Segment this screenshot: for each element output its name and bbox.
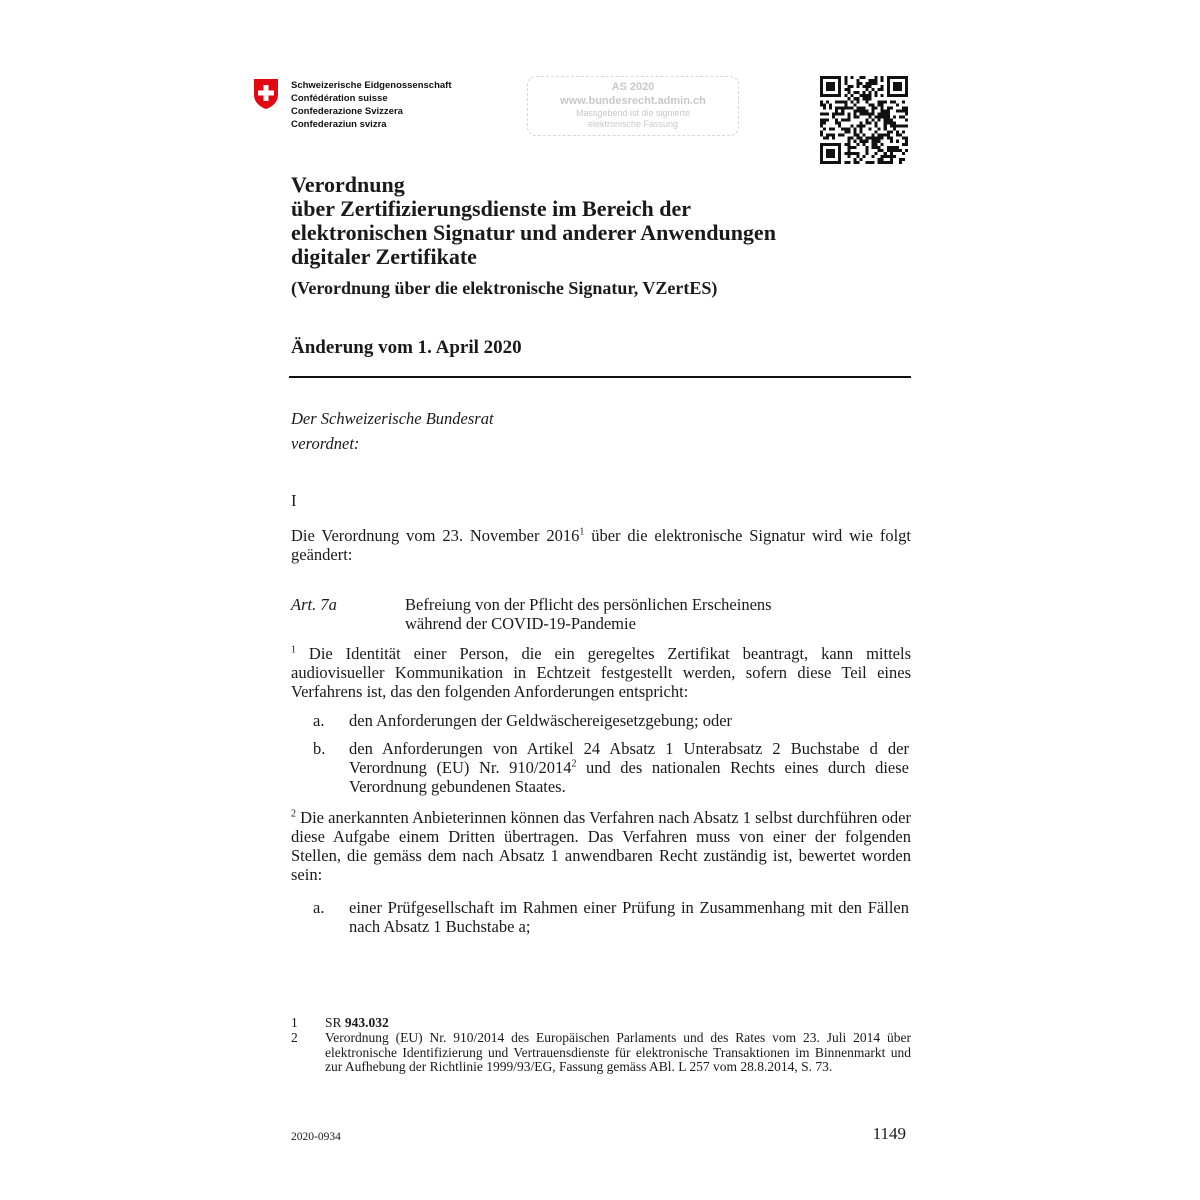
list-item-label: a. [313,898,325,917]
article-number: Art. 7a [291,595,337,614]
list-item-text [349,739,909,796]
paragraph-number: 2 [291,808,296,820]
paragraph-2 [291,808,911,884]
official-publication-stamp [527,76,739,136]
title-line: digitaler Zertifikate [291,244,477,269]
document-title [291,173,776,269]
paragraph-text: Die Identität einer Person, die ein geregeltes Zertifikat beantragt, kann mittels audiovisueller Kommunikation in Echtzeit festgestellt werden, sofern diese Teil eines Verfahrens ist, das den folgenden Anforderungen entspricht: [291,644,911,701]
intro-paragraph [291,526,911,564]
confederation-names [291,79,452,131]
footnote-prefix: SR [325,1015,345,1030]
issuer-verb: verordnet: [291,434,360,453]
document-number: 2020-0934 [291,1131,341,1143]
stamp-note-1: Massgebend ist die signierte [575,108,691,118]
intro-text: Die Verordnung vom 23. November 2016 [291,526,580,545]
article-title-line: während der COVID-19-Pandemie [405,614,636,633]
title-line: Verordnung [291,172,405,197]
footnote-ref[interactable]: 2 [571,758,577,770]
stamp-collection: AS 2020 [611,81,655,93]
issuer [291,409,691,453]
list-item-text: den Anforderungen der Geldwäschereigesetzgebung; oder [349,711,733,730]
list-item [291,739,911,799]
list-item [291,898,911,938]
section-number: I [291,491,297,510]
title-line: elektronischen Signatur und anderer Anwendungen [291,220,776,245]
title-divider [289,376,911,378]
amendment-date: Änderung vom 1. April 2020 [291,337,522,358]
paragraph-text: Die anerkannten Anbieterinnen können das Verfahren nach Absatz 1 selbst durchführen oder diese Aufgabe einem Dritten übertragen. Das Verfahren muss von einer der folgenden Stellen, die gemäss dem nach Absatz 1 anwendbaren Recht zuständig ist, bewertet worden sein: [291,808,911,884]
article-title-line: Befreiung von der Pflicht des persönlichen Erscheinens [405,595,772,614]
footnote-text [325,1016,911,1031]
footnote-sr-number: 943.032 [344,1015,389,1030]
stamp-url: www.bundesrecht.admin.ch [560,95,706,107]
list-item-text-part: und des nationalen Rechts eines durch diese Verordnung gebundenen Staates. [349,758,910,796]
confederation-name-de: Schweizerische Eidgenossenschaft [291,80,452,91]
issuer-name: Der Schweizerische Bundesrat [291,409,494,428]
qr-code-icon [820,76,908,164]
swiss-cross-shield-icon [252,78,280,110]
confederation-name-fr: Confédération suisse [291,93,388,104]
document-short-title: (Verordnung über die elektronische Signatur, VZertES) [291,278,718,298]
footnote-ref[interactable]: 1 [579,526,585,538]
paragraph-number: 1 [291,644,296,656]
list-item-text: einer Prüfgesellschaft im Rahmen einer Prüfung in Zusammenhang mit den Fällen nach Absatz 1 Buchstabe a; [349,898,909,936]
footnote-number: 2 [291,1030,298,1045]
page-number: 1149 [872,1124,906,1143]
title-line: über Zertifizierungsdienste im Bereich der [291,196,692,221]
stamp-note-2: elektronische Fassung [587,119,679,129]
paragraph-1 [291,644,911,701]
intro-text-rest: über die elektronische Signatur wird wie folgt geändert: [291,526,911,564]
list-item-text-part: den Anforderungen von Artikel 24 Absatz 1 Unterabsatz 2 Buchstabe d der Verordnung (EU) Nr. 910/2014 [349,739,909,777]
confederation-name-it: Confederazione Svizzera [291,106,403,117]
article-title [405,595,911,633]
list-item-label: b. [313,739,326,758]
footnote-text: Verordnung (EU) Nr. 910/2014 des Europäischen Parlaments und des Rates vom 23. Juli 2014 über elektronische Identifizierung und Vertrauensdienste für elektronische Transaktionen im Binnenmarkt und zur Aufhebung der Richtlinie 1999/93/EG, Fassung gemäss ABl. L 257 vom 28.8.2014, S. 73. [325,1030,911,1074]
list-item-label: a. [313,711,325,730]
list-item [291,711,911,731]
footnote-number: 1 [291,1015,298,1030]
confederation-name-rm: Confederaziun svizra [291,119,387,130]
